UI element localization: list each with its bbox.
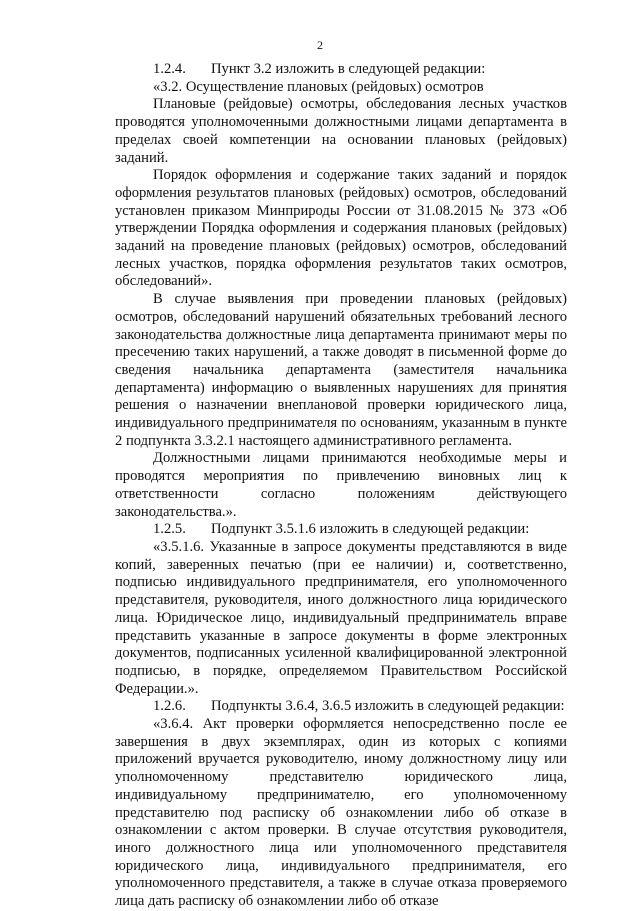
paragraph: «3.5.1.6. Указанные в запросе документы представляются в виде копий, заверенных печатью (при ее наличии) и, соответственно, подписью индивидуального предпринимателя, его уполномоченного представителя, руководителя, иного должностного лица юридического лица. Юридическое лицо, индивидуальный предприниматель вправе представить указанные в запросе документы в форме электронных документов, подписанных усиленной квалифицированной электронной подписью, в порядке, определяемом Правительством Российской Федерации.». xyxy=(115,538,567,697)
paragraph: Порядок оформления и содержание таких заданий и порядок оформления результатов плановых (рейдовых) осмотров, обследований установлен приказом Минприроды России от 31.08.2015 № 373 «Об утверждении Порядка оформления и содержания плановых (рейдовых) заданий на проведение плановых (рейдовых) осмотров, обследований лесных участков, порядка оформления результатов таких осмотров, обследований». xyxy=(115,167,567,290)
paragraph: В случае выявления при проведении плановых (рейдовых) осмотров, обследований нарушений обязательных требований лесного законодательства должностные лица департамента принимают меры по пресечению таких нарушений, а также доводят в письменной форме до сведения начальника департамента (заместителя начальника департамента) информацию о выявленных нарушениях для принятия решения о назначении внеплановой проверки юридического лица, индивидуального предпринимателя по основаниям, указанным в пункте 2 подпункта 3.3.2.1 настоящего административного регламента. xyxy=(115,291,567,449)
paragraph: Плановые (рейдовые) осмотры, обследования лесных участков проводятся уполномоченными должностными лицами департамента в пределах своей компетенции на основании плановых (рейдовых) заданий. xyxy=(115,96,567,166)
section-number: 1.2.6. xyxy=(153,698,186,715)
paragraph: Должностными лицами принимаются необходимые меры и проводятся мероприятия по привлечению виновных лиц к ответственности согласно положениям действующего законодательства.». xyxy=(115,450,567,520)
section-heading-1-2-6 xyxy=(115,698,567,716)
document-body xyxy=(115,61,567,911)
paragraph-title-3-2: «3.2. Осуществление плановых (рейдовых) осмотров xyxy=(153,78,484,95)
section-number: 1.2.4. xyxy=(153,61,186,77)
section-heading-text: Подпункты 3.6.4, 3.6.5 изложить в следующей редакции: xyxy=(211,698,565,715)
section-heading-1-2-5 xyxy=(115,521,567,539)
section-heading-1-2-4 xyxy=(115,61,567,79)
section-heading-text: Подпункт 3.5.1.6 изложить в следующей редакции: xyxy=(211,521,530,538)
paragraph: «3.6.4. Акт проверки оформляется непосредственно после ее завершения в двух экземплярах, один из которых с копиями приложений вручается руководителю, иному должностному лицу или уполномоченному представителю юридического лица, индивидуальному предпринимателю, его уполномоченному представителю под расписку об ознакомлении либо об отказе в ознакомлении с актом проверки. В случае отсутствия руководителя, иного должностного лица или уполномоченного представителя юридического лица, индивидуального предпринимателя, его уполномоченного представителя, а также в случае отказа проверяемого лица дать расписку об ознакомлении либо об отказе xyxy=(115,716,567,910)
section-number: 1.2.5. xyxy=(153,521,186,538)
section-heading-text: Пункт 3.2 изложить в следующей редакции: xyxy=(211,61,486,77)
page-number: 2 xyxy=(317,38,323,52)
